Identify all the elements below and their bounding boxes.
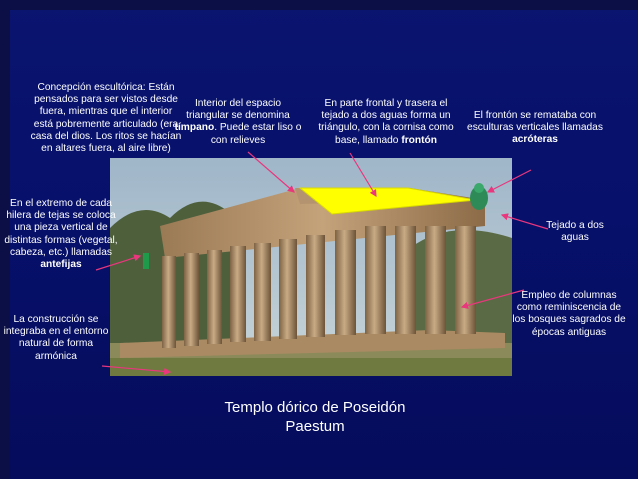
annotation-antefijas-term: antefijas [40,259,82,271]
slide-caption [195,398,435,436]
annotation-antefijas [2,198,120,271]
annotation-timpano-pre: Interior del espacio triangular se denomina [186,98,290,122]
annotation-antefijas-pre: En el extremo de cada hilera de tejas se coloca una pieza vertical de distintas formas (vegetal, cabeza, etc.) llamadas [4,198,118,258]
annotation-fronton [311,98,461,147]
annotation-timpano-term: tímpano [174,122,215,134]
temple-illustration [110,158,512,376]
slide-top-bar [0,0,638,10]
annotation-columnas: Empleo de columnas como reminiscencia de los bosques sagrados de épocas antiguas [512,290,626,338]
temple-photo [110,158,512,376]
annotation-timpano [174,98,302,147]
annotation-entorno: La construcción se integraba en el entorno natural de forma armónica [3,314,109,362]
annotation-fronton-pre: En parte frontal y trasera el tejado a dos aguas forma un triángulo, con la cornisa como base, llamado [318,98,454,146]
annotation-fronton-term: frontón [401,134,437,146]
annotation-acroteras [462,110,608,147]
caption-subtitle: Paestum [285,418,345,435]
caption-title: Templo dórico de Poseidón [224,399,406,416]
annotation-tejado: Tejado a dos aguas [546,220,604,244]
annotation-timpano-post: . Puede estar liso o con relieves [210,122,302,146]
annotation-concepcion: Concepción escultórica: Están pensados para ser vistos desde fuera, mientras que el interior está pobremente articulado (era casa del dios. Los ritos se hacían en altares fuera, al aire libre) [30,82,182,155]
annotation-acroteras-pre: El frontón se remataba con esculturas verticales llamadas [467,110,603,134]
annotation-acroteras-term: acróteras [512,134,558,146]
